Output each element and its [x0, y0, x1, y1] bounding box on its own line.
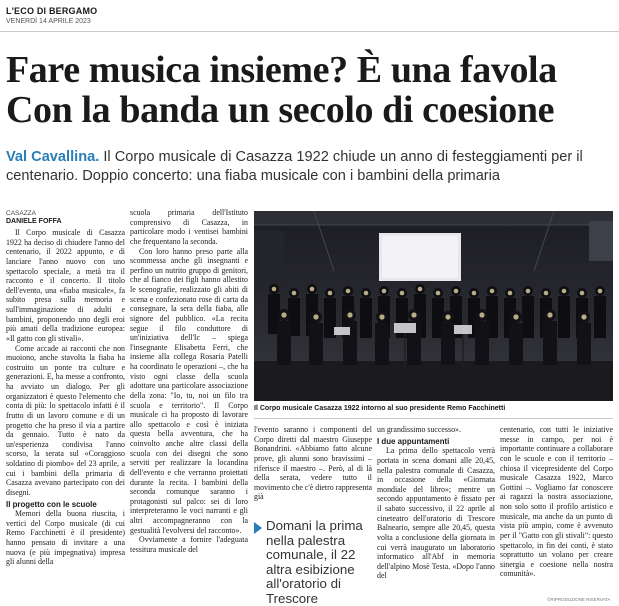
headline-line-1: Fare musica insieme? È una favola: [6, 49, 557, 91]
band-photo: [254, 211, 613, 401]
subheading: Il progetto con le scuole: [6, 499, 97, 509]
headline-line-2: Con la banda un secolo di coesione: [6, 89, 555, 131]
kicker-lead: Val Cavallina.: [6, 149, 100, 165]
paragraph: La prima dello spettacolo verrà portata in scena domani alle 20,45, nella palestra comunale di Casazza, in occasione della «Giornata mondiale del libro»; mentre un secondo appuntamento è fissato per il sabato successivo, il 22 aprile al cineteatro dell'oratorio di Trescore Balneario, sempre alle 20,45, questa volta a conclusione della giornata in cui verrà inaugurato un laboratorio informatico all'Abf in memoria dell'alpino Mosè Testa. «Dopo l'anno del: [377, 446, 495, 581]
paragraph: Memori della buona riuscita, i vertici del Corpo musicale (di cui Remo Facchinetti è il presidente) hanno pensato di invitare a una nuova (e più impegnativa) impresa gli alunni della: [6, 509, 125, 567]
kicker-text: Il Corpo musicale di Casazza 1922 chiude un anno di festeggiamenti per il centenario. Doppio concerto: una fiaba musicale con i bambini della primaria: [6, 149, 583, 184]
article-column-2: [130, 208, 248, 600]
pullquote-arrow-icon: [254, 522, 262, 534]
article-column-4: [377, 425, 495, 600]
paragraph: Il Corpo musicale di Casazza 1922 ha deciso di chiudere l'anno del centenario, il 2022 appunto, e di lanciare l'anno nuovo con uno spettacolo speciale, a metà tra il racconto e il concerto. Il titolo dell'evento, una «fiaba musicale», fa subito presa sulla memoria e sull'immaginazione di adulti e bambini, proponendo uno degli eroi più amati della tradizione europea: «Il gatto con gli stivali».: [6, 228, 125, 343]
paragraph: Come accade ai racconti che non muoiono, anche stavolta la fiaba ha costruito un ponte tra culture e generazioni. E, ha messe a confronto, ha avviato un dialogo. Per gli organizzatori è questo l'elemento che conta di più: lo spettacolo infatti è il frutto di un lavoro comune e di un progetto che ha preso il via a partire da gennaio. Tutto è nato da un'esperienza condivisa l'anno scorso, la serata sul «Coraggioso soldatino di piombo» del 23 aprile, a cui i bambini della primaria di Casazza avevano partecipato con dei disegni.: [6, 343, 125, 497]
paragraph: scuola primaria dell'Istituto comprensivo di Casazza, in particolare modo i ventisei bambini che frequentano la seconda.: [130, 208, 248, 246]
paragraph: centenario, con tutti le iniziative messe in campo, per noi è importante continuare a collaborare con le scuole e con il territorio – chiosa il vicepresidente del Corpo musicale Casazza 1922, Marco Gottini –. Vogliamo far conoscere ai ragazzi la nostra associazione, non solo sotto il profilo artistico e musicale, ma anche da un punto di vista più ampio, come è avvenuto per il "Gatto con gli stivali": questo spettacolo, in fin dei conti, è stato soprattutto un volano per creare sinergia e coesione nella nostra comunità».: [500, 425, 613, 579]
subheading: I due appuntamenti: [377, 436, 450, 446]
article-column-3: [254, 425, 372, 515]
publication-name: L'ECO DI BERGAMO: [6, 6, 98, 16]
paragraph: un grandissimo successo».: [377, 425, 461, 434]
paragraph: Con loro hanno preso parte alla scommessa anche gli insegnanti e perfino un nutrito gruppo di genitori, che al fianco dei figli hanno allestito le scenografie, realizzato gli abiti di scena e confezionato rose di carta da consegnare, la sera della fiaba, alle signore del pubblico. «La recita segue il filo conduttore di un'iniziativa dell'Ic – spiega l'insegnante Elisabetta Ferri, che insieme alla collega Rosaria Patelli ha coordinato le operazioni –, che ha visto ogni classe della scuola adottare una particolare associazione della zona: "Io, tu, noi un filo tra scuola e territorio". Il Corpo musicale ci ha proposto di lavorare allo spettacolo e così è iniziata questa bella avventura, che ha coinvolto anche altre classi della scuola con dei disegni che sono serviti per realizzare la locandina dell'evento e che verranno proiettati durante la recita. I bambini della seconda comunque saranno i protagonisti sul palco: sei di loro interpreteranno le voci narranti e gli altri accompagneranno con la gestualità l'evolversi del racconto».: [130, 246, 248, 535]
header-rule: [0, 31, 619, 32]
band-photo-image: [254, 211, 613, 401]
issue-date: VENERDÌ 14 APRILE 2023: [6, 18, 91, 25]
kicker: [6, 148, 611, 186]
paragraph: l'evento saranno i componenti del Corpo diretti dal maestro Giuseppe Bonandrini. «Abbiamo fatto alcune prove, gli alunni sono bravissimi – riferisce il maestro –. Però, al di là della serata, vedere tutto il movimento che c'è dietro rappresenta già: [254, 425, 372, 502]
copyright-notice: ©RIPRODUZIONE RISERVATA: [547, 597, 611, 602]
article-column-1: [6, 228, 125, 600]
pullquote: Domani la prima nella palestra comunale, il 22 altra esibizione all'oratorio di Trescore: [266, 518, 363, 606]
photo-caption: Il Corpo musicale Casazza 1922 intorno al suo presidente Remo Facchinetti: [254, 405, 506, 412]
paragraph: Ovviamente a fornire l'adeguata tessitura musicale del: [130, 535, 248, 554]
dateline-place: CASAZZA: [6, 210, 36, 217]
article-column-5: [500, 425, 613, 600]
caption-rule: [254, 418, 613, 419]
byline-author: DANIELE FOFFA: [6, 218, 62, 225]
headline: [6, 50, 614, 130]
